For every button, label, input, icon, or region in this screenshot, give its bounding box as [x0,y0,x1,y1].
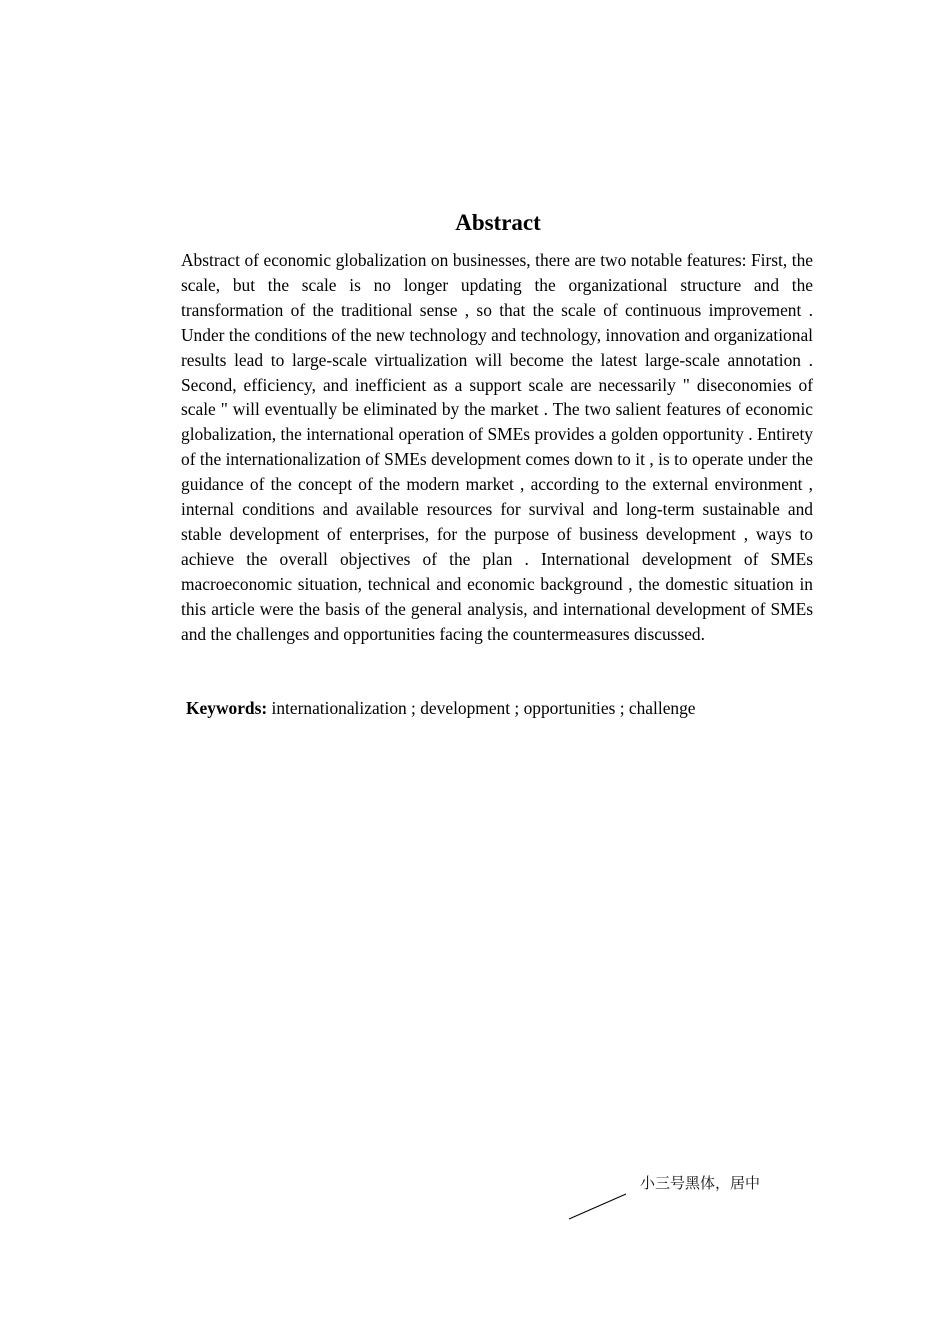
abstract-title: Abstract [455,210,541,235]
keywords-label: Keywords: [186,698,268,718]
keywords-line [186,696,696,721]
keywords-value: internationalization ; development ; opportunities ; challenge [267,698,696,718]
format-annotation-note: 小三号黑体，居中 [640,1174,761,1192]
abstract-body: Abstract of economic globalization on businesses, there are two notable features: First, the scale, but the scale is no longer updating the organizational structure and the transformation of the traditional sense , so that the scale of continuous improvement . Under the conditions of the new technology and technology, innovation and organizational results lead to large-scale virtualization will become the latest large-scale annotation . Second, efficiency, and inefficient as a support scale are necessarily " diseconomies of scale " will eventually be eliminated by the market . The two salient features of economic globalization, the international operation of SMEs provides a golden opportunity . Entirety of the internationalization of SMEs development comes down to it , is to operate under the guidance of the concept of the modern market , according to the external environment , internal conditions and available resources for survival and long-term sustainable and stable development of enterprises, for the purpose of business development , ways to achieve the overall objectives of the plan . International development of SMEs macroeconomic situation, technical and economic background , the domestic situation in this article were the basis of the general analysis, and international development of SMEs and the challenges and opportunities facing the countermeasures discussed. [181,250,813,644]
annotation-leader-line [560,1186,640,1226]
